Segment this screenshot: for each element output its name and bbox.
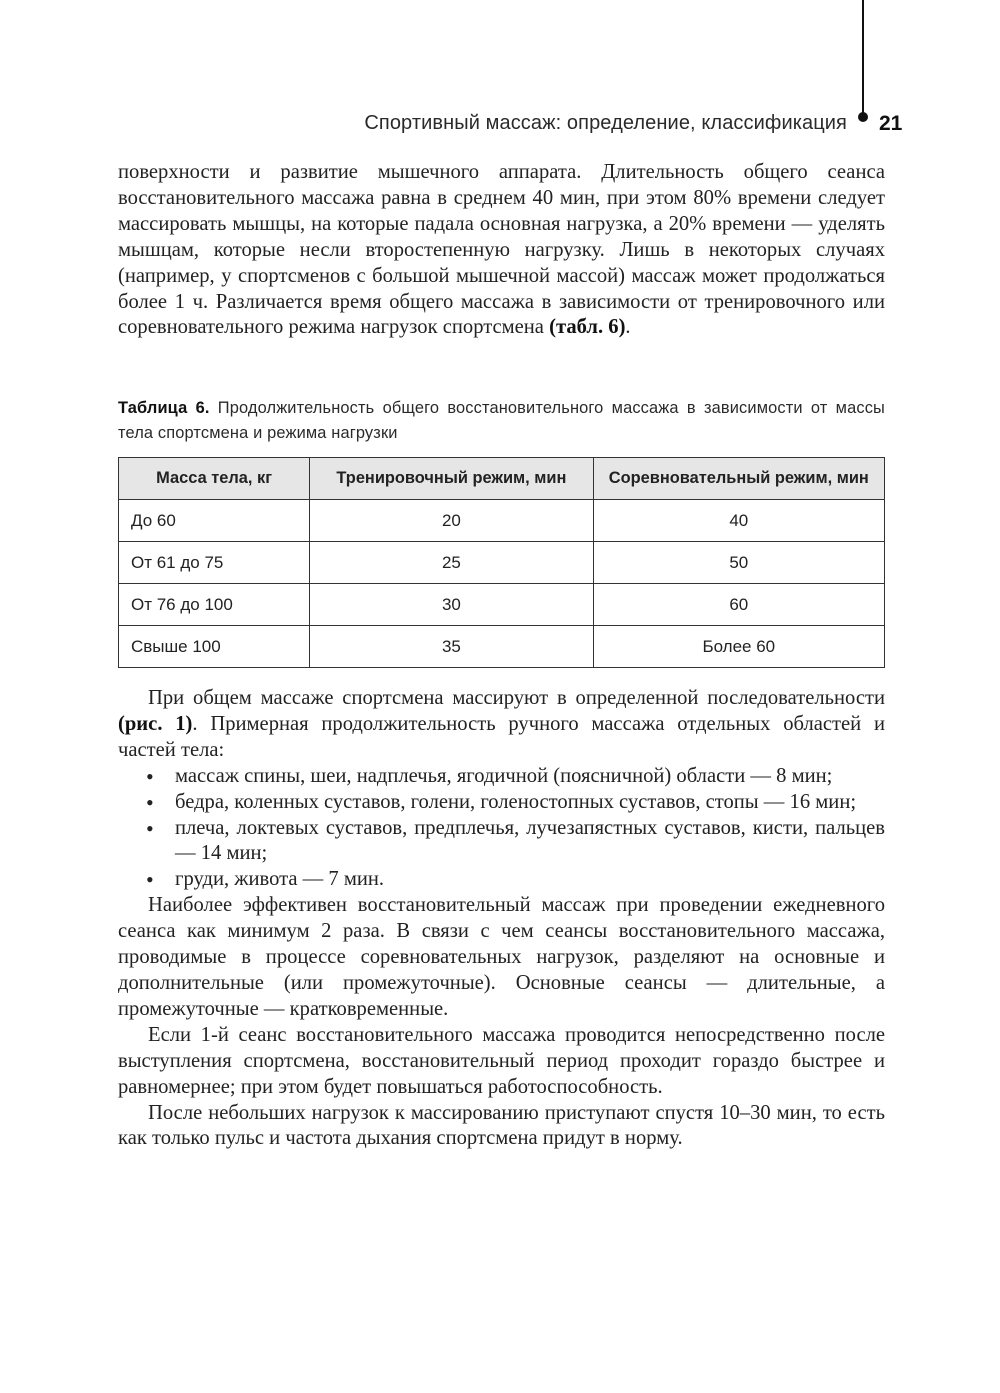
intro-tail: . [625, 316, 631, 339]
table-row [119, 542, 885, 584]
running-title: Спортивный массаж: определение, классификация [364, 112, 847, 134]
cell-training: 20 [310, 500, 593, 542]
figure-reference: (рис. 1) [118, 712, 193, 735]
page-number: 21 [879, 112, 903, 135]
table-header-row [119, 458, 885, 500]
cell-competition: 40 [593, 500, 884, 542]
header-training-mode: Тренировочный режим, мин [310, 458, 593, 500]
cell-body-mass: До 60 [119, 500, 310, 542]
header-competition-mode: Соревновательный режим, мин [593, 458, 884, 500]
cell-competition: 50 [593, 542, 884, 584]
p1-end: . Примерная продолжительность ручного массажа отдельных областей и частей тела: [118, 712, 885, 761]
cell-training: 30 [310, 584, 593, 626]
table-row [119, 584, 885, 626]
list-item: • плеча, локтевых суставов, предплечья, лучезапястных суставов, кисти, пальцев — 14 мин; [118, 816, 885, 868]
bullet-list [118, 764, 885, 894]
table-row [119, 500, 885, 542]
cell-body-mass: От 76 до 100 [119, 584, 310, 626]
table-reference: (табл. 6) [549, 316, 626, 339]
paragraph: Если 1-й сеанс восстановительного массажа проводится непосредственно после выступления спортсмена, восстановительный период проходит гораздо быстрее и равномернее; при этом будет повышаться работоспособность. [118, 1023, 885, 1098]
paragraph [118, 686, 885, 764]
intro-paragraph [118, 160, 885, 341]
table-row [119, 626, 885, 668]
body-text [118, 686, 885, 1152]
cell-training: 35 [310, 626, 593, 668]
cell-competition: Более 60 [593, 626, 884, 668]
intro-text: поверхности и развитие мышечного аппарата. Длительность общего сеанса восстановительного массажа равна в среднем 40 мин, при этом 80% времени следует массировать мышцы, на которые падала основная нагрузка, а 20% времени — уделять мышцам, которые несли второстепенную нагрузку. Лишь в некоторых случаях (например, у спортсменов с большой мышечной массой) массаж может продолжаться более 1 ч. Различается время общего массажа в зависимости от тренировочного или соревновательного режима нагрузок спортсмена [118, 161, 885, 339]
margin-vertical-rule [862, 0, 864, 118]
margin-rule-dot [858, 112, 868, 122]
list-item: • груди, живота — 7 мин. [118, 867, 885, 893]
cell-body-mass: Свыше 100 [119, 626, 310, 668]
p1-start: При общем массаже спортсмена массируют в определенной последовательности [148, 687, 885, 709]
list-item: • массаж спины, шеи, надплечья, ягодичной (поясничной) области — 8 мин; [118, 764, 885, 790]
paragraph: После небольших нагрузок к массированию приступают спустя 10–30 мин, то есть как только пульс и частота дыхания спортсмена придут в норму. [118, 1101, 885, 1150]
cell-body-mass: От 61 до 75 [119, 542, 310, 584]
header-body-mass: Масса тела, кг [119, 458, 310, 500]
paragraph: Наиболее эффективен восстановительный массаж при проведении ежедневного сеанса как минимум 2 раза. В связи с чем сеансы восстановительного массажа, проводимые в процессе соревновательных нагрузок, разделяют на основные и дополнительные (или промежуточные). Основные сеансы — длительные, а промежуточные — кратковременные. [118, 894, 885, 1020]
table-caption [118, 396, 885, 446]
table-caption-label: Таблица 6. [118, 399, 210, 417]
cell-competition: 60 [593, 584, 884, 626]
massage-duration-table [118, 457, 885, 668]
table-caption-text: Продолжительность общего восстановительного массажа в зависимости от массы тела спортсмена и режима нагрузки [118, 399, 885, 442]
list-item: • бедра, коленных суставов, голени, голеностопных суставов, стопы — 16 мин; [118, 790, 885, 816]
cell-training: 25 [310, 542, 593, 584]
